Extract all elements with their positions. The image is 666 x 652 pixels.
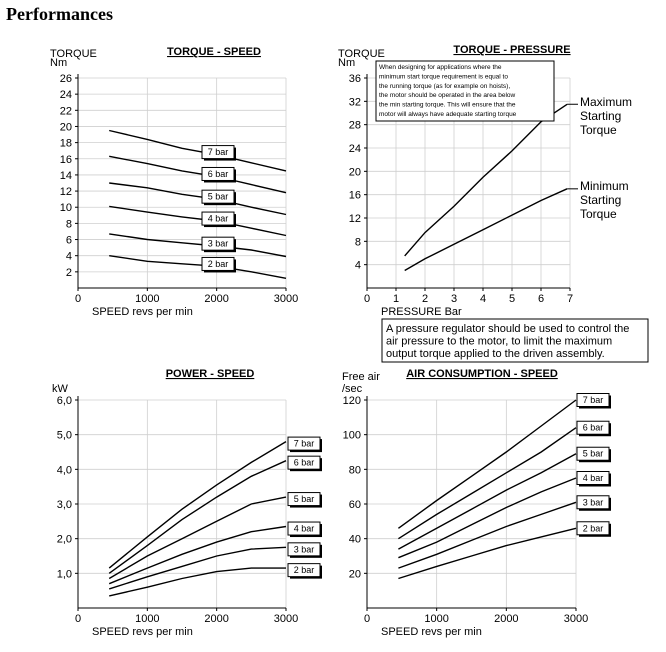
series-line <box>109 256 286 279</box>
y-tick-label: 100 <box>342 429 361 442</box>
top-note-line: the running torque (as for example on hoists), <box>379 82 511 90</box>
x-axis-label: SPEED revs per min <box>92 626 193 638</box>
x-axis-label: PRESSURE Bar <box>381 306 462 318</box>
y-tick-label: 4 <box>65 250 72 263</box>
chart-air_consumption_speed <box>342 368 611 638</box>
chart-torque_pressure <box>338 44 648 362</box>
y-tick-label: 14 <box>59 169 72 182</box>
max-torque-label: Torque <box>580 123 617 137</box>
y-tick-label: 16 <box>59 153 72 166</box>
x-tick-label: 3 <box>450 293 458 305</box>
y-tick-label: 80 <box>348 464 361 477</box>
series-label: 2 bar <box>293 565 315 576</box>
chart-title: POWER - SPEED <box>165 368 255 380</box>
x-tick-label: 4 <box>479 293 487 305</box>
top-note-line: motor will always have adequate starting torque <box>379 111 517 118</box>
x-tick-label: 7 <box>566 293 574 305</box>
y-tick-label: 28 <box>348 119 361 132</box>
y-tick-label: 22 <box>59 105 72 118</box>
y-axis-label: Nm <box>338 57 356 69</box>
x-tick-label: 2000 <box>204 293 229 305</box>
y-tick-label: 2 <box>65 266 72 279</box>
series-line <box>109 234 286 257</box>
x-tick-label: 0 <box>363 293 371 305</box>
min-torque-label: Minimum <box>580 179 629 193</box>
series-line <box>405 104 567 256</box>
y-axis-label: Free air <box>342 371 380 383</box>
chart-title: TORQUE - PRESSURE <box>453 44 571 56</box>
series-line <box>398 478 576 558</box>
series-label: 5 bar <box>207 191 229 202</box>
series-label: 4 bar <box>293 523 315 534</box>
x-tick-label: 1000 <box>135 293 160 305</box>
series-line <box>398 528 576 578</box>
y-tick-label: 20 <box>348 166 361 179</box>
x-tick-label: 0 <box>74 293 82 305</box>
chart-torque_speed <box>50 46 298 318</box>
series-label: 2 bar <box>582 523 604 534</box>
bottom-note-line: air pressure to the motor, to limit the maximum <box>386 335 613 348</box>
series-label: 6 bar <box>582 422 604 433</box>
bottom-note-line: output torque applied to the driven assembly. <box>386 348 605 360</box>
y-tick-label: 2,0 <box>56 533 72 546</box>
y-tick-label: 12 <box>348 213 361 225</box>
x-tick-label: 3000 <box>273 293 299 305</box>
x-tick-label: 3000 <box>273 613 299 625</box>
x-tick-label: 2000 <box>494 613 519 625</box>
x-tick-label: 1000 <box>424 613 449 625</box>
min-torque-label: Torque <box>580 207 617 221</box>
y-tick-label: 12 <box>59 186 72 199</box>
y-tick-label: 6,0 <box>56 395 72 407</box>
y-tick-label: 10 <box>59 202 72 215</box>
x-axis-label: SPEED revs per min <box>92 306 193 318</box>
y-axis-label: TORQUE <box>338 48 385 60</box>
series-label: 7 bar <box>207 147 229 158</box>
x-tick-label: 3000 <box>563 613 589 625</box>
x-tick-label: 2000 <box>204 613 229 625</box>
max-torque-label: Maximum <box>580 95 633 109</box>
chart-title: TORQUE - SPEED <box>167 46 261 58</box>
series-label: 3 bar <box>207 238 229 249</box>
y-tick-label: 3,0 <box>56 499 72 511</box>
series-label: 4 bar <box>207 213 229 224</box>
series-label: 6 bar <box>207 168 229 179</box>
y-tick-label: 1,0 <box>56 568 72 581</box>
chart-power_speed <box>52 368 322 638</box>
series-label: 7 bar <box>293 438 315 449</box>
top-note-line: the motor should be operated in the area below <box>379 92 516 100</box>
series-label: 6 bar <box>293 457 315 468</box>
page-title: Performances <box>6 4 113 24</box>
series-line <box>398 428 576 539</box>
min-torque-label: Starting <box>580 193 622 207</box>
series-label: 5 bar <box>293 494 315 505</box>
series-label: 2 bar <box>207 258 229 269</box>
x-tick-label: 1 <box>392 293 400 305</box>
top-note-line: the min starting torque. This will ensure that the <box>379 101 516 109</box>
x-tick-label: 6 <box>537 293 545 305</box>
series-line <box>109 156 286 192</box>
x-tick-label: 5 <box>508 293 516 305</box>
y-tick-label: 4 <box>354 259 361 272</box>
y-axis-label: /sec <box>342 383 363 395</box>
y-tick-label: 8 <box>65 218 72 231</box>
series-line <box>109 206 286 235</box>
x-axis-label: SPEED revs per min <box>381 626 482 638</box>
y-tick-label: 4,0 <box>56 464 72 477</box>
series-label: 4 bar <box>582 473 604 483</box>
x-tick-label: 1000 <box>135 613 160 625</box>
y-axis-label: TORQUE <box>50 48 97 60</box>
y-tick-label: 6 <box>65 234 72 247</box>
series-label: 3 bar <box>293 544 315 555</box>
y-tick-label: 5,0 <box>56 429 72 442</box>
chart-title: AIR CONSUMPTION - SPEED <box>406 368 558 380</box>
series-label: 3 bar <box>582 497 604 508</box>
series-line <box>109 131 286 171</box>
x-tick-label: 0 <box>74 613 82 625</box>
y-tick-label: 24 <box>59 89 72 102</box>
y-tick-label: 26 <box>59 73 72 85</box>
y-tick-label: 32 <box>348 96 361 109</box>
y-tick-label: 20 <box>348 568 361 581</box>
y-tick-label: 60 <box>348 499 361 511</box>
series-line <box>398 400 576 528</box>
top-note-line: minimum start torque requirement is equal to <box>379 73 508 81</box>
series-line <box>109 461 286 574</box>
y-tick-label: 8 <box>354 236 361 249</box>
y-tick-label: 16 <box>348 189 361 202</box>
y-tick-label: 20 <box>59 121 72 134</box>
series-label: 5 bar <box>582 448 604 459</box>
y-tick-label: 18 <box>59 137 72 150</box>
x-tick-label: 0 <box>363 613 371 625</box>
top-note-line: When designing for applications where the <box>379 64 502 71</box>
y-tick-label: 24 <box>348 143 361 155</box>
y-tick-label: 40 <box>348 533 361 546</box>
series-label: 7 bar <box>582 395 604 405</box>
y-axis-label: Nm <box>50 57 68 69</box>
y-tick-label: 36 <box>348 73 361 85</box>
bottom-note-line: A pressure regulator should be used to control the <box>386 323 630 335</box>
y-axis-label: kW <box>52 383 68 395</box>
y-tick-label: 120 <box>342 395 361 407</box>
x-tick-label: 2 <box>421 293 429 305</box>
max-torque-label: Starting <box>580 109 622 123</box>
